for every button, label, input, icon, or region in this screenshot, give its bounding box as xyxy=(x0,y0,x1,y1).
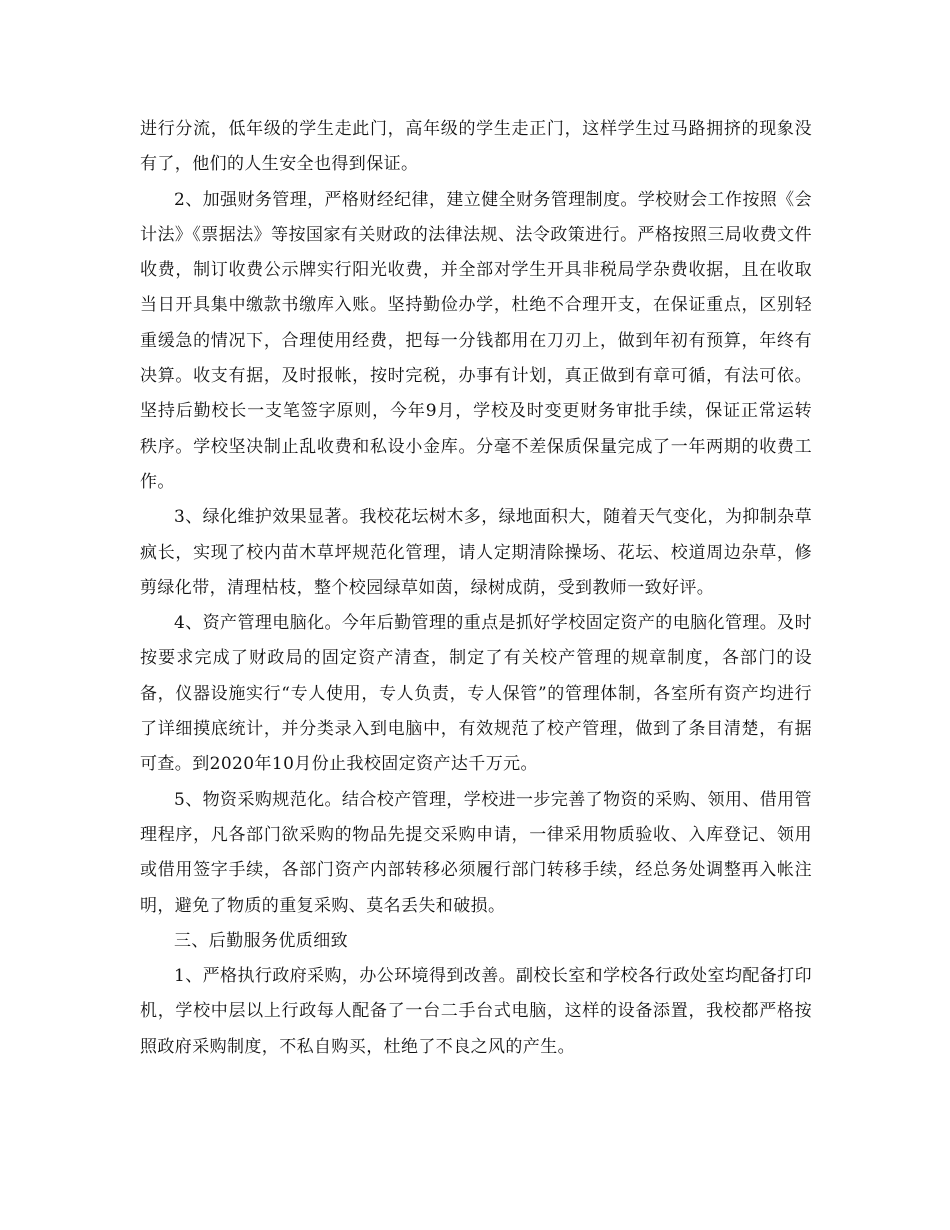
paragraph-continued: 进行分流，低年级的学生走此门，高年级的学生走正门，这样学生过马路拥挤的现象没有了，他们的人生安全也得到保证。 xyxy=(140,119,812,175)
document-page xyxy=(140,112,812,1065)
paragraph-assets: 4、资产管理电脑化。今年后勤管理的重点是抓好学校固定资产的电脑化管理。及时按要求完成了财政局的固定资产清查，制定了有关校产管理的规章制度，各部门的设备，仪器设施实行“专人使用，专人负责，专人保管”的管理体制，各室所有资产均进行了详细摸底统计，并分类录入到电脑中，有效规范了校产管理，做到了条目清楚，有据可查。到2020年10月份止我校固定资产达千万元。 xyxy=(140,613,812,775)
paragraph-government-procurement: 1、严格执行政府采购，办公环境得到改善。副校长室和学校各行政处室均配备打印机，学校中层以上行政每人配备了一台二手台式电脑，这样的设备添置，我校都严格按照政府采购制度，不私自购买，杜绝了不良之风的产生。 xyxy=(140,966,812,1057)
section-heading: 三、后勤服务优质细致 xyxy=(174,930,348,951)
paragraph-procurement: 5、物资采购规范化。结合校产管理，学校进一步完善了物资的采购、领用、借用管理程序，凡各部门欲采购的物品先提交采购申请，一律采用物质验收、入库登记、领用或借用签字手续，各部门资产内部转移必须履行部门转移手续，经总务处调整再入帐注明，避免了物质的重复采购、莫名丢失和破损。 xyxy=(140,789,812,916)
paragraph-greening: 3、绿化维护效果显著。我校花坛树木多，绿地面积大，随着天气变化，为抑制杂草疯长，实现了校内苗木草坪规范化管理，请人定期清除操场、花坛、校道周边杂草，修剪绿化带，清理枯枝，整个校园绿草如茵，绿树成荫，受到教师一致好评。 xyxy=(140,507,812,598)
paragraph-finance: 2、加强财务管理，严格财经纪律，建立健全财务管理制度。学校财会工作按照《会计法》《票据法》等按国家有关财政的法律法规、法令政策进行。严格按照三局收费文件收费，制订收费公示牌实行阳光收费，并全部对学生开具非税局学杂费收据，且在收取当日开具集中缴款书缴库入账。坚持勤俭办学，杜绝不合理开支，在保证重点，区别轻重缓急的情况下，合理使用经费，把每一分钱都用在刀刃上，做到年初有预算，年终有决算。收支有据，及时报帐，按时完税，办事有计划，真正做到有章可循，有法可依。坚持后勤校长一支笔签字原则，今年9月，学校及时变更财务审批手续，保证正常运转秩序。学校坚决制止乱收费和私设小金库。分毫不差保质保量完成了一年两期的收费工作。 xyxy=(140,189,812,492)
